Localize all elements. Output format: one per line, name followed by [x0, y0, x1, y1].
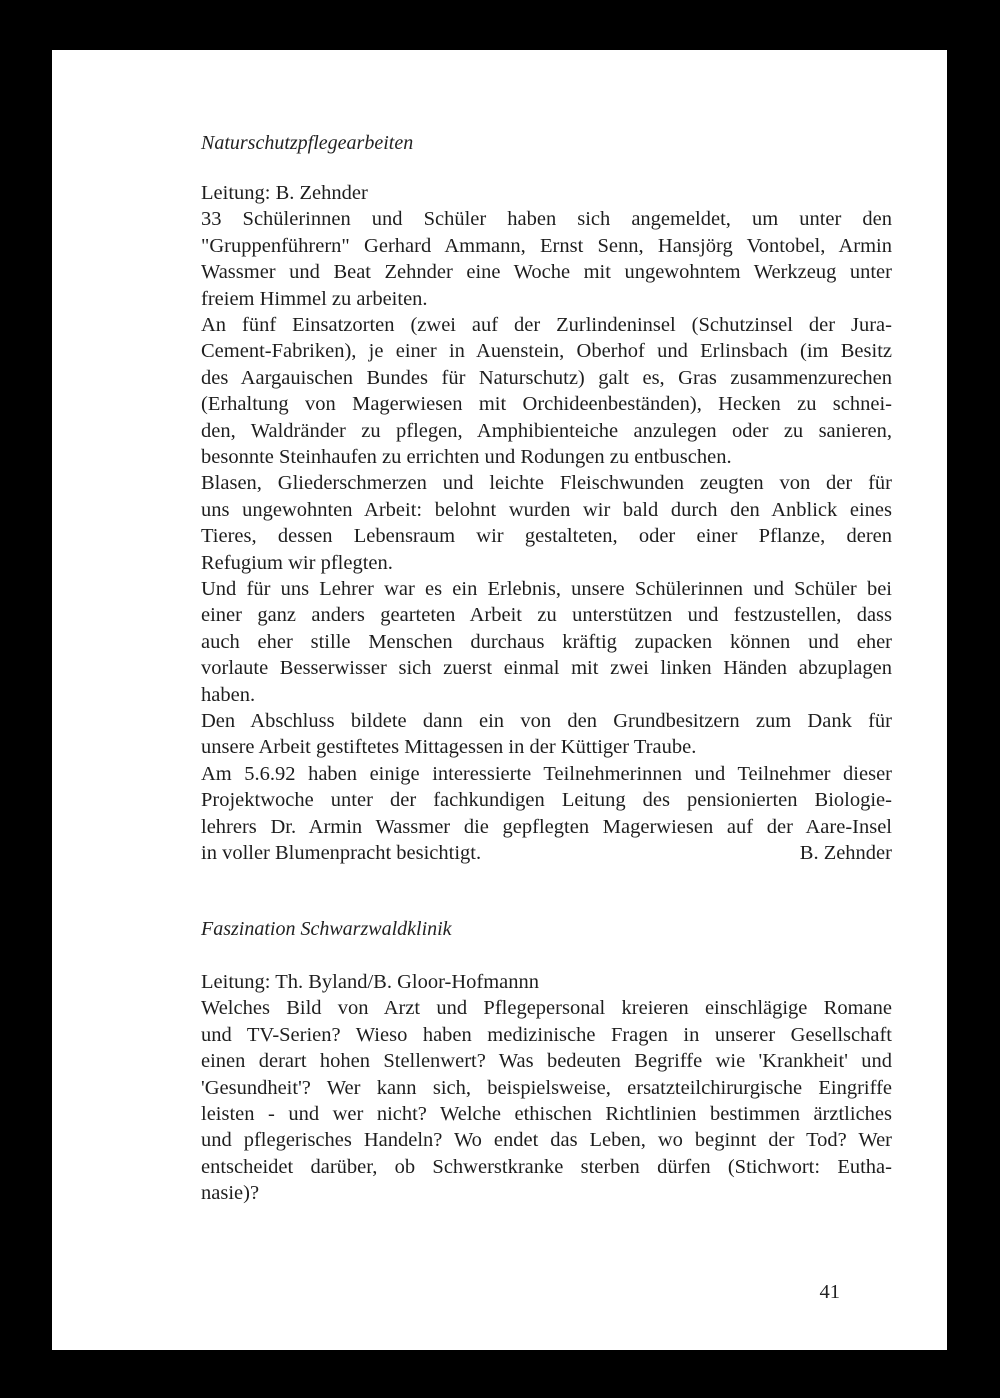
page-number: 41 — [819, 1281, 840, 1303]
text-line: in voller Blumenpracht besichtigt. — [201, 842, 482, 864]
text-line: und TV-Serien? Wieso haben medizinische Fragen in unserer Gesellschaft — [201, 1023, 892, 1046]
text-line: An fünf Einsatzorten (zwei auf der Zurlindeninsel (Schutzinsel der Jura- — [201, 314, 892, 336]
text-line: vorlaute Besserwisser sich zuerst einmal mit zwei linken Händen abzuplagen — [201, 657, 892, 680]
text-line: Leitung: B. Zehnder — [201, 182, 368, 204]
text-line: einen derart hohen Stellenwert? Was bedeuten Begriffe wie 'Krankheit' und — [201, 1050, 892, 1073]
closing-line — [201, 840, 892, 866]
text-line: Cement-Fabriken), je einer in Auenstein, Oberhof und Erlinsbach (im Besitz — [201, 340, 892, 363]
text-line: "Gruppenführern" Gerhard Ammann, Ernst Senn, Hansjörg Vontobel, Armin — [201, 234, 892, 257]
text-line: Blasen, Gliederschmerzen und leichte Fleischwunden zeugten von der für — [201, 472, 892, 495]
text-line: und pflegerisches Handeln? Wo endet das Leben, wo beginnt der Tod? Wer — [201, 1129, 892, 1152]
text-line: besonnte Steinhaufen zu errichten und Rodungen zu entbuschen. — [201, 446, 732, 468]
text-line: 33 Schülerinnen und Schüler haben sich angemeldet, um unter den — [201, 208, 892, 231]
text-line: 'Gesundheit'? Wer kann sich, beispielsweise, ersatzteilchirurgische Eingriffe — [201, 1076, 892, 1099]
text-line: einer ganz anders gearteten Arbeit zu unterstützen und festzustellen, dass — [201, 604, 892, 627]
text-line: Refugium wir pflegten. — [201, 551, 393, 574]
text-line: Leitung: Th. Byland/B. Gloor-Hofmannn — [201, 971, 539, 993]
text-line: entscheidet darüber, ob Schwerstkranke sterben dürfen (Stichwort: Eutha- — [201, 1155, 892, 1178]
text-line: Und für uns Lehrer war es ein Erlebnis, unsere Schülerinnen und Schüler bei — [201, 578, 892, 600]
text-line: des Aargauischen Bundes für Naturschutz) galt es, Gras zusammenzurechen — [201, 366, 892, 389]
text-line: Den Abschluss bildete dann ein von den Grundbesitzern zum Dank für — [201, 710, 892, 732]
text-line: Projektwoche unter der fachkundigen Leitung des pensionierten Biologie- — [201, 789, 892, 812]
text-line: Welches Bild von Arzt und Pflegepersonal kreieren einschlägige Romane — [201, 997, 892, 1020]
document-page — [52, 50, 947, 1350]
text-line: nasie)? — [201, 1182, 260, 1205]
text-line: den, Waldränder zu pflegen, Amphibienteiche anzulegen oder zu sanieren, — [201, 419, 892, 442]
text-line: Am 5.6.92 haben einige interessierte Teilnehmerinnen und Teilnehmer dieser — [201, 762, 892, 785]
text-line: lehrers Dr. Armin Wassmer die gepflegten Magerwiesen auf der Aare-Insel — [201, 815, 892, 838]
text-line: (Erhaltung von Magerwiesen mit Orchideenbeständen), Hecken zu schnei- — [201, 393, 892, 416]
text-line: Wassmer und Beat Zehnder eine Woche mit ungewohntem Werkzeug unter — [201, 261, 892, 284]
section-title-schwarzwaldklinik: Faszination Schwarzwaldklinik — [201, 918, 452, 940]
text-line: leisten - und wer nicht? Welche ethischen Richtlinien bestimmen ärztliches — [201, 1103, 892, 1125]
text-line: auch eher stille Menschen durchaus kräftig zupacken können und eher — [201, 630, 892, 653]
author-signature: B. Zehnder — [799, 842, 892, 864]
text-line: Tieres, dessen Lebensraum wir gestalteten, oder einer Pflanze, deren — [201, 525, 892, 548]
text-line: uns ungewohnten Arbeit: belohnt wurden wir bald durch den Anblick eines — [201, 498, 892, 521]
section-title-naturschutz: Naturschutzpflegearbeiten — [201, 132, 414, 154]
text-line: haben. — [201, 683, 256, 706]
text-line: unsere Arbeit gestiftetes Mittagessen in der Küttiger Traube. — [201, 736, 697, 759]
text-line: freiem Himmel zu arbeiten. — [201, 287, 428, 310]
